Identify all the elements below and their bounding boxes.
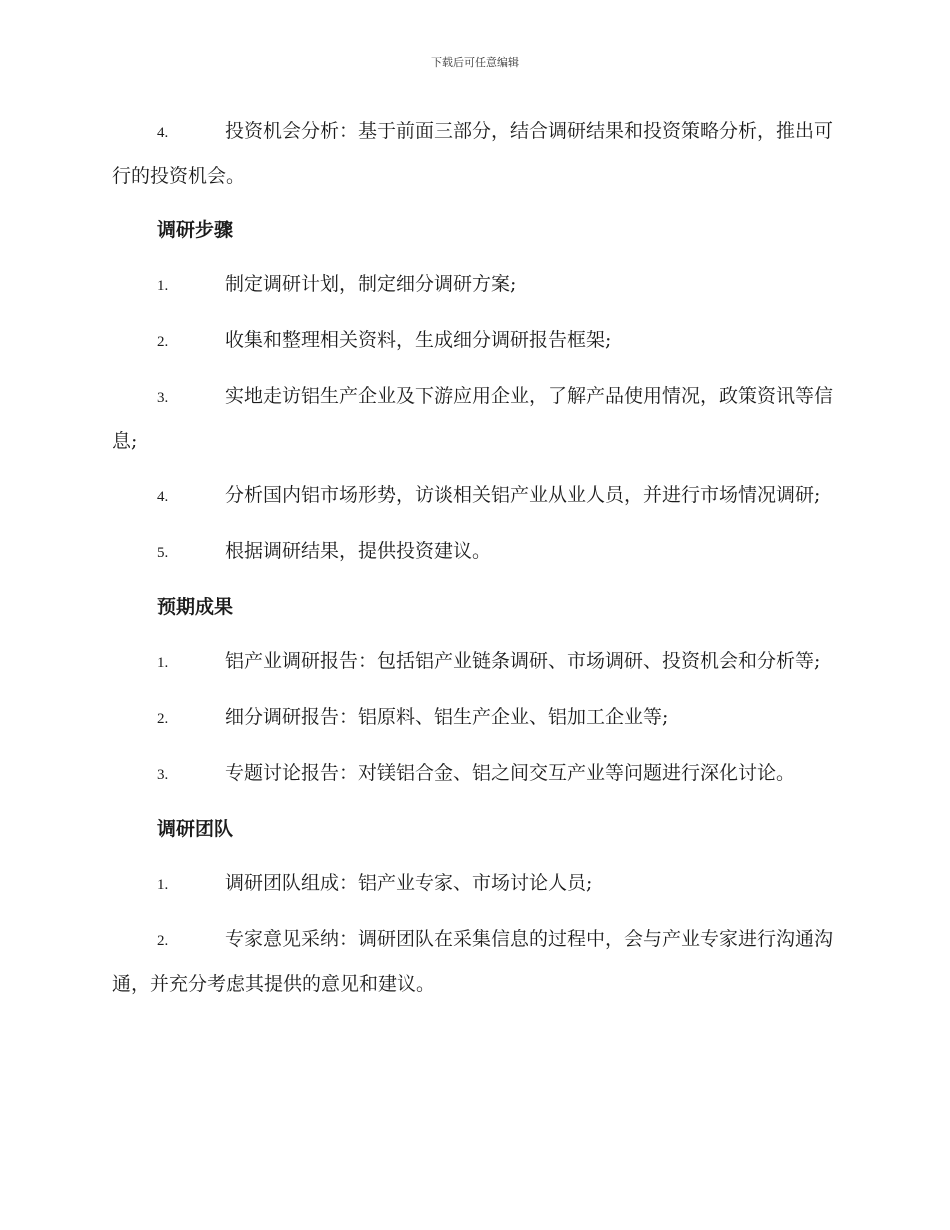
section-heading: 预期成果 xyxy=(157,596,234,618)
list-item xyxy=(112,319,837,364)
item-text: 专题讨论报告：对镁铝合金、铝之间交互产业等问题进行深化讨论。 xyxy=(225,762,796,784)
item-number: 1. xyxy=(157,877,169,893)
item-number: 4. xyxy=(157,125,169,141)
list-item xyxy=(112,918,837,1006)
item-text: 根据调研结果，提供投资建议。 xyxy=(225,540,492,562)
list-item xyxy=(112,375,837,463)
item-text: 分析国内铝市场形势，访谈相关铝产业从业人员，并进行市场情况调研; xyxy=(225,484,821,506)
item-number: 2. xyxy=(157,933,169,949)
page-header: 下载后可任意编辑 xyxy=(431,56,519,69)
list-item xyxy=(112,696,837,741)
item-text: 实地走访铝生产企业及下游应用企业，了解产品使用情况，政策资讯等信息; xyxy=(112,385,834,452)
item-number: 2. xyxy=(157,334,169,350)
list-item xyxy=(112,110,837,198)
item-text: 制定调研计划，制定细分调研方案; xyxy=(225,273,517,295)
item-number: 1. xyxy=(157,278,169,294)
item-text: 专家意见采纳：调研团队在采集信息的过程中，会与产业专家进行沟通沟通，并充分考虑其提供的意见和建议。 xyxy=(112,928,834,995)
list-item xyxy=(112,752,837,797)
item-number: 5. xyxy=(157,545,169,561)
item-number: 1. xyxy=(157,655,169,671)
item-number: 2. xyxy=(157,711,169,727)
item-number: 4. xyxy=(157,489,169,505)
list-item xyxy=(112,263,837,308)
item-number: 3. xyxy=(157,767,169,783)
list-item xyxy=(112,530,837,575)
list-item xyxy=(112,862,837,907)
item-text: 细分调研报告：铝原料、铝生产企业、铝加工企业等; xyxy=(225,706,669,728)
section-heading: 调研步骤 xyxy=(157,219,234,241)
list-item xyxy=(112,474,837,519)
item-number: 3. xyxy=(157,390,169,406)
item-text: 收集和整理相关资料，生成细分调研报告框架; xyxy=(225,329,612,351)
item-text: 调研团队组成：铝产业专家、市场讨论人员; xyxy=(225,872,593,894)
item-text: 铝产业调研报告：包括铝产业链条调研、市场调研、投资机会和分析等; xyxy=(225,650,821,672)
list-item xyxy=(112,640,837,685)
section-heading: 调研团队 xyxy=(157,818,234,840)
document-body xyxy=(112,110,837,1017)
item-text: 投资机会分析：基于前面三部分，结合调研结果和投资策略分析，推出可行的投资机会。 xyxy=(112,120,834,187)
